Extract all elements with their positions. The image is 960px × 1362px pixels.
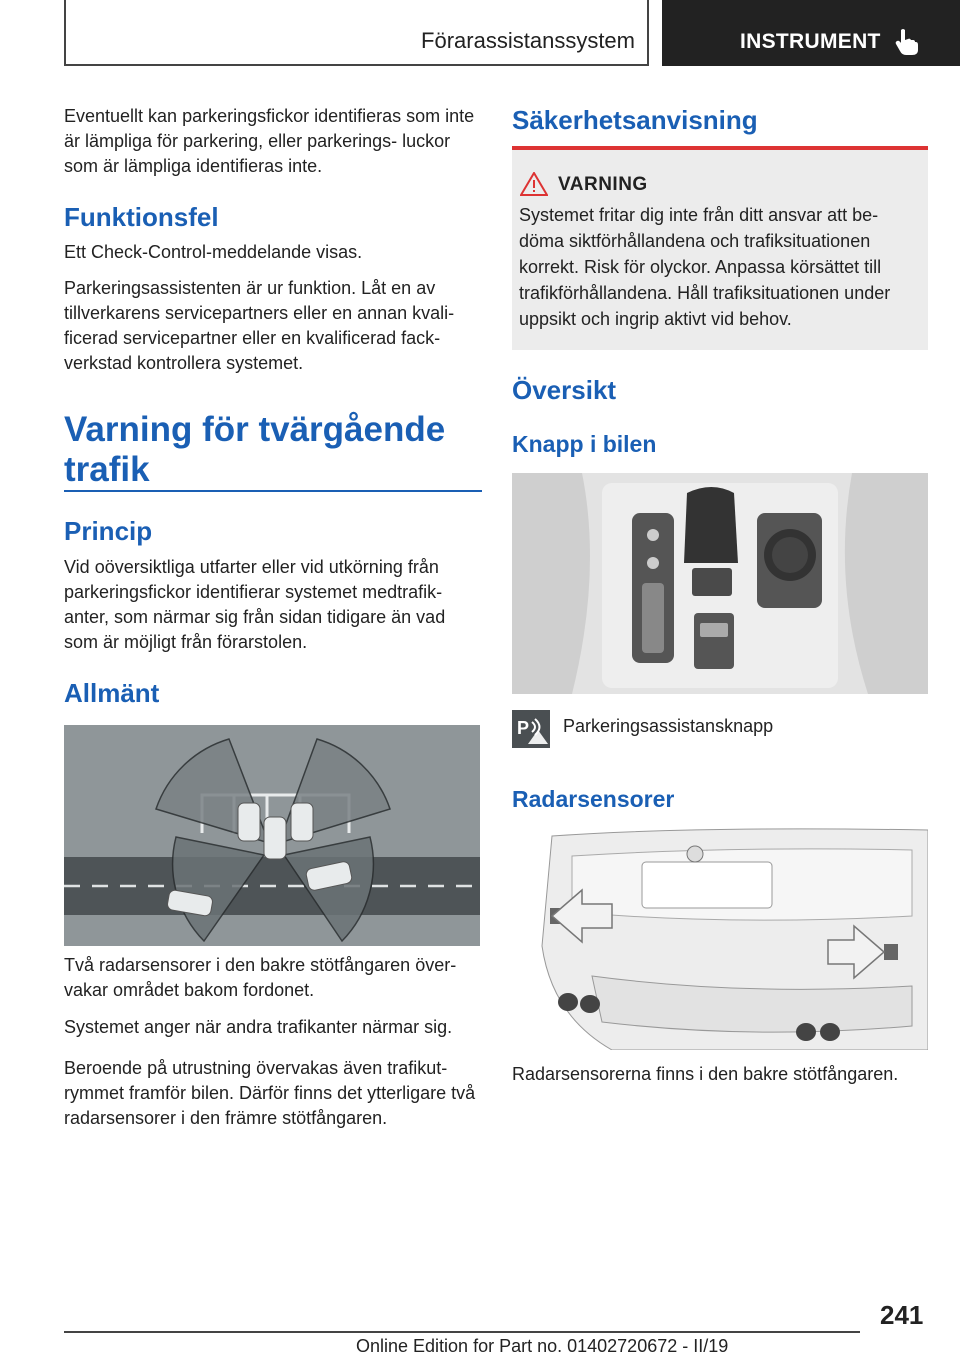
cross-traffic-illustration	[64, 725, 480, 946]
fault-paragraph-1: Ett Check-Control-meddelande visas.	[64, 242, 363, 262]
general-heading: Allmänt	[64, 678, 160, 708]
parking-assist-icon	[512, 710, 550, 748]
warning-title: VARNING	[558, 174, 648, 195]
pointing-hand-icon	[895, 28, 919, 56]
footer-edition: Online Edition for Part no. 01402720672 - II/19	[356, 1336, 729, 1356]
svg-text:P: P	[517, 718, 530, 738]
general-paragraph-3: Beroende på utrustning övervakas även trafikut- rymmet framför bilen. Därför finns det ytterligare två radarsensorer i den främre stötfångaren.	[64, 1058, 476, 1128]
page-number: 241	[880, 1300, 924, 1330]
header-section-title: Förarassistanssystem	[421, 28, 635, 53]
rear-bumper-illustration	[512, 826, 928, 1050]
header-chapter-label: INSTRUMENT	[740, 30, 881, 53]
warning-text: Systemet fritar dig inte från ditt ansvar att be- döma siktförhållandena och trafiksituationen korrekt. Risk för olyckor. Anpassa körsättet till trafikförhållandena. Håll trafiksituationen under uppsikt och ingrip aktivt vid behov.	[519, 205, 891, 329]
section-heading: Varning för tvärgående trafik	[64, 410, 446, 489]
warning-triangle-icon	[520, 172, 548, 196]
footer-rule	[64, 1331, 860, 1333]
safety-heading: Säkerhetsanvisning	[512, 105, 758, 135]
general-paragraph-2: Systemet anger när andra trafikanter närmar sig.	[64, 1017, 453, 1037]
radar-caption: Radarsensorerna finns i den bakre stötfångaren.	[512, 1064, 899, 1084]
fault-paragraph-2: Parkeringsassistenten är ur funktion. Låt en av tillverkarens servicepartners eller en annan kvali- ficerad servicepartner eller en kvalificerad fack- verkstad kontrollera systemet.	[64, 278, 455, 373]
button-heading: Knapp i bilen	[512, 431, 657, 457]
section-rule	[64, 490, 482, 492]
principle-paragraph: Vid oöversiktliga utfarter eller vid utkörning från parkeringsfickor identifierar systemet medtrafik- anter, som närmar sig från sidan tidigare än vad som är möjligt från förarstolen.	[64, 557, 446, 652]
fault-heading: Funktionsfel	[64, 202, 219, 232]
warning-box	[512, 146, 928, 350]
intro-paragraph: Eventuellt kan parkeringsfickor identifieras som inte är lämpliga för parkering, eller parkerings- luckor som är lämpliga identifieras inte.	[64, 106, 475, 176]
center-console-photo	[512, 473, 928, 694]
button-caption: Parkeringsassistansknapp	[563, 716, 774, 736]
radar-heading: Radarsensorer	[512, 786, 675, 812]
general-paragraph-1: Två radarsensorer i den bakre stötfångaren över- vakar området bakom fordonet.	[64, 955, 457, 1000]
overview-heading: Översikt	[512, 375, 617, 405]
header-section-box	[64, 0, 649, 66]
principle-heading: Princip	[64, 516, 153, 546]
